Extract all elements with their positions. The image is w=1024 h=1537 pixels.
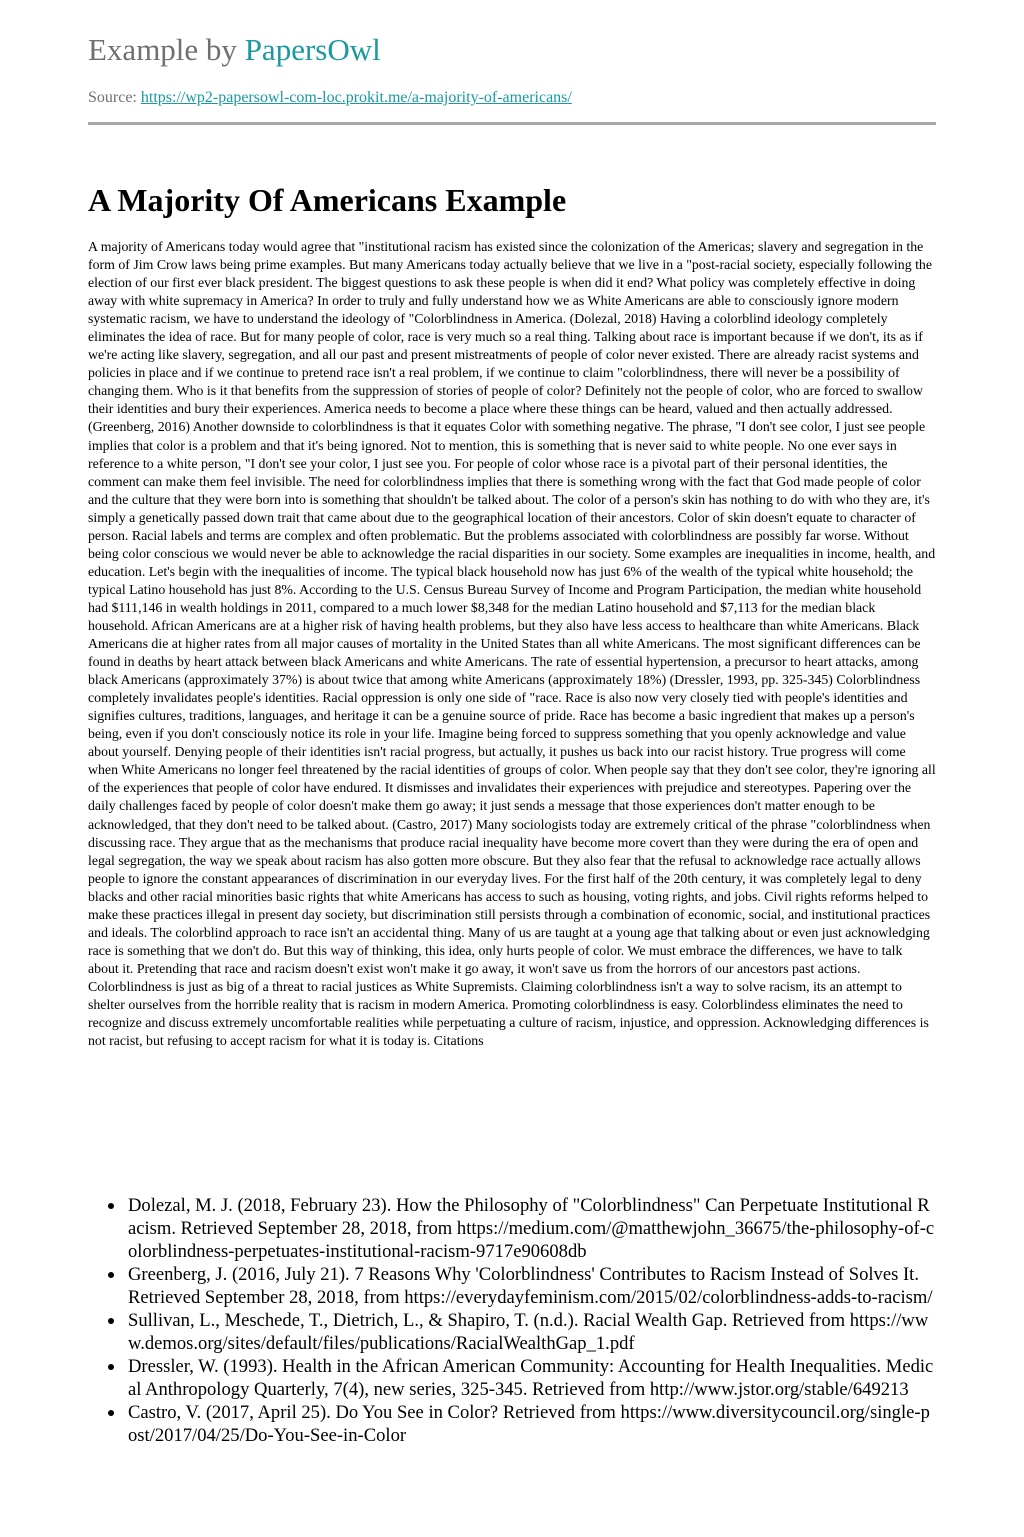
article-body: A majority of Americans today would agree that "institutional racism has existed since the colonization of the Americas; slavery and segregation in the form of Jim Crow laws being prime examples. But many Americans today actually believe that we live in a "post-racial society, especially following the election of our first ever black president. The biggest questions to ask these people is when did it end? What policy was completely effective in doing away with white supremacy in America? In order to truly and fully understand how we as White Americans are able to consciously ignore modern systematic racism, we have to understand the ideology of "Colorblindness in America. (Dolezal, 2018) Having a colorblind ideology completely eliminates the idea of race. But for many people of color, race is very much so a real thing. Talking about race is important because if we don't, its as if we're acting like slavery, segregation, and all our past and present mistreatments of people of color never existed. There are already racist systems and policies in place and if we continue to pretend race isn't a real problem, if we continue to claim "colorblindness, there will never be a possibility of changing them. Who is it that benefits from the suppression of stories of people of color? Definitely not the people of color, who are forced to swallow their identities and bury their experiences. America needs to become a place where these things can be heard, valued and then actually addressed. (Greenberg, 2016) Another downside to colorblindness is that it equates Color with something negative. The phrase, "I don't see color, I just see people implies that color is a problem and that it's being ignored. Not to mention, this is something that is never said to white people. No one ever says in reference to a white person, "I don't see your color, I just see you. For people of color whose race is a pivotal part of their personal identities, the comment can make them feel invisible. The need for colorblindness implies that there is something wrong with the fact that God made people of color and the culture that they were born into is something that shouldn't be talked about. The color of a person's skin has nothing to do with who they are, it's simply a genetically passed down trait that came about due to the geographical location of their ancestors. Color of skin doesn't equate to character of person. Racial labels and terms are complex and often problematic. But the problems associated with colorblindness are possibly far worse. Without being color conscious we would never be able to acknowledge the racial disparities in our society. Some examples are inequalities in income, health, and education. Let's begin with the inequalities of income. The typical black household now has just 6% of the wealth of the typical white household; the typical Latino household has just 8%. According to the U.S. Census Bureau Survey of Income and Program Participation, the median white household had $111,146 in wealth holdings in 2011, compared to a much lower $8,348 for the median Latino household and $7,113 for the median black household. African Americans are at a higher risk of having health problems, but they also have less access to healthcare than white Americans. Black Americans die at higher rates from all major causes of mortality in the United States than all white Americans. The most significant differences can be found in deaths by heart attack between black Americans and white Americans. The rate of essential hypertension, a precursor to heart attacks, among black Americans (approximately 37%) is about twice that among white Americans (approximately 18%) (Dressler, 1993, pp. 325-345) Colorblindness completely invalidates people's identities. Racial oppression is only one side of "race. Race is also now very closely tied with people's identities and signifies cultures, traditions, languages, and heritage it can be a genuine source of pride. Race has become a basic ingredient that makes up a person's being, even if you don't consciously notice its role in your life. Imagine being forced to suppress something that you openly acknowledge and value about yourself. Denying people of their identities isn't racial progress, but actually, it pushes us back into our racist history. True progress will come when White Americans no longer feel threatened by the racial identities of groups of color. When people say that they don't see color, they're ignoring all of the experiences that people of color have endured. It dismisses and invalidates their experiences with prejudice and stereotypes. Papering over the daily challenges faced by people of color doesn't make them go away; it just sends a message that those experiences don't matter enough to be acknowledged, that they don't need to be talked about. (Castro, 2017) Many sociologists today are extremely critical of the phrase "colorblindness when discussing race. They argue that as the mechanisms that produce racial inequality have become more covert than they were during the era of open and legal segregation, the way we speak about racism has also gotten more obscure. But they also fear that the refusal to acknowledge race actually allows people to ignore the constant appearances of discrimination in our everyday lives. For the first half of the 20th century, it was completely legal to deny blacks and other racial minorities basic rights that white Americans has access to such as housing, voting rights, and jobs. Civil rights reforms helped to make these practices illegal in present day society, but discrimination still persists through a combination of economic, social, and institutional practices and ideals. The colorblind approach to race isn't an accidental thing. Many of us are taught at a young age that talking about or even just acknowledging race is something that we don't do. But this way of thinking, this idea, only hurts people of color. We must embrace the differences, we have to talk about it. Pretending that race and racism doesn't exist won't make it go away, it won't save us from the horrors of our ancestors past actions. Colorblindness is just as big of a threat to racial justices as White Supremists. Claiming colorblindness isn't a way to solve racism, its an attempt to shelter ourselves from the horrible reality that is racism in modern America. Promoting colorblindness is easy. Colorblindess eliminates the need to recognize and discuss extremely uncomfortable realities while perpetuating a culture of racism, injustice, and oppression. Acknowledging differences is not racist, but refusing to accept racism for what it is today is. Citations bbox=[88, 239, 936, 1049]
citation-item: Greenberg, J. (2016, July 21). 7 Reasons Why 'Colorblindness' Contributes to Racism Instead of Solves It. Retrieved September 28, 2018, from https://everydayfeminism.com/2015/02/colorblindness-adds-to-racism/ bbox=[128, 1263, 936, 1309]
citation-item: Sullivan, L., Meschede, T., Dietrich, L., & Shapiro, T. (n.d.). Racial Wealth Gap. Retrieved from https://www.demos.org/sites/default/files/publications/RacialWealthGap_1.pdf bbox=[128, 1309, 936, 1355]
brand-prefix: Example by bbox=[88, 32, 237, 67]
header-divider bbox=[88, 122, 936, 125]
citation-item: Castro, V. (2017, April 25). Do You See in Color? Retrieved from https://www.diversitycouncil.org/single-post/2017/04/25/Do-You-See-in-Color bbox=[128, 1401, 936, 1447]
citation-item: Dolezal, M. J. (2018, February 23). How the Philosophy of "Colorblindness" Can Perpetuate Institutional Racism. Retrieved September 28, 2018, from https://medium.com/@matthewjohn_36675/the-philosophy-of-colorblindness-perpetuates-institutional-racism-9717e90608db bbox=[128, 1195, 935, 1262]
source-line bbox=[88, 88, 572, 108]
brand-header bbox=[88, 30, 381, 70]
article-title: A Majority Of Americans Example bbox=[88, 182, 567, 218]
source-label: Source: bbox=[88, 89, 137, 106]
citation-item: Dressler, W. (1993). Health in the African American Community: Accounting for Health Inequalities. Medical Anthropology Quarterly, 7(4), new series, 325-345. Retrieved from http://www.jstor.org/stable/649213 bbox=[128, 1355, 936, 1401]
brand-name-link[interactable]: PapersOwl bbox=[244, 32, 381, 67]
citation-list bbox=[88, 1194, 936, 1447]
source-link[interactable]: https://wp2-papersowl-com-loc.prokit.me/a-majority-of-americans/ bbox=[140, 89, 572, 106]
